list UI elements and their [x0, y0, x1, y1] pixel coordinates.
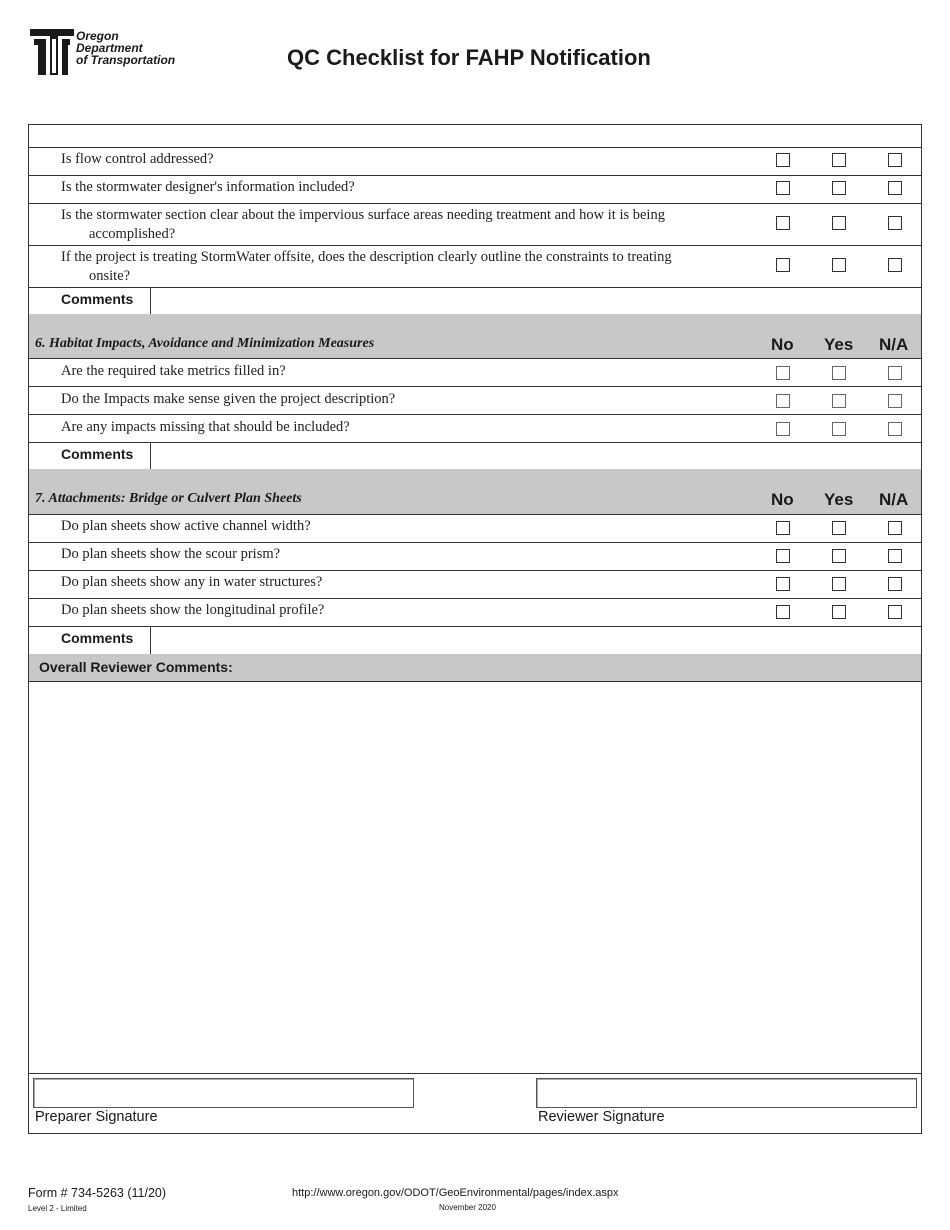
column-header-yes: Yes: [824, 490, 854, 509]
checkbox-no[interactable]: [776, 216, 790, 230]
question-text: Is the stormwater designer's information included?: [61, 179, 355, 195]
checkbox-yes[interactable]: [832, 549, 846, 563]
overall-comments-label: Overall Reviewer Comments:: [39, 659, 233, 675]
section-title: 6. Habitat Impacts, Avoidance and Minimization Measures: [35, 336, 375, 351]
checkbox-yes[interactable]: [832, 521, 846, 535]
checkbox-yes[interactable]: [832, 422, 846, 436]
checkbox-no[interactable]: [776, 521, 790, 535]
checkbox-yes[interactable]: [832, 181, 846, 195]
odot-logo-icon: [28, 27, 76, 77]
question-text: Do the Impacts make sense given the project description?: [61, 391, 396, 407]
footer-date: November 2020: [439, 1203, 496, 1212]
question-text: Is flow control addressed?: [61, 151, 214, 167]
preparer-signature-field[interactable]: [33, 1078, 414, 1108]
reviewer-signature-field[interactable]: [536, 1078, 917, 1108]
footer-url[interactable]: http://www.oregon.gov/ODOT/GeoEnvironmental/pages/index.aspx: [292, 1187, 619, 1199]
comments-divider: [150, 287, 151, 315]
comments-label: Comments: [61, 446, 134, 462]
question-line: Is the stormwater section clear about the impervious surface areas needing treatment and how it is being: [61, 207, 665, 223]
comments-field[interactable]: [152, 627, 920, 654]
checkbox-no[interactable]: [776, 366, 790, 380]
comments-field[interactable]: [152, 288, 920, 314]
question-text: [61, 248, 751, 286]
section-title: 7. Attachments: Bridge or Culvert Plan Sheets: [35, 491, 302, 506]
odot-logo: [28, 27, 218, 79]
section-header: [28, 314, 922, 359]
checkbox-no[interactable]: [776, 258, 790, 272]
checkbox-na[interactable]: [888, 521, 902, 535]
form-number: Form # 734-5263 (11/20): [28, 1186, 167, 1200]
checkbox-na[interactable]: [888, 366, 902, 380]
checkbox-na[interactable]: [888, 153, 902, 167]
checkbox-no[interactable]: [776, 605, 790, 619]
page-title: QC Checklist for FAHP Notification: [287, 45, 651, 70]
checkbox-na[interactable]: [888, 394, 902, 408]
org-line-3: of Transportation: [76, 53, 176, 67]
access-level: Level 2 - Limited: [28, 1204, 87, 1213]
column-header-yes: Yes: [824, 335, 854, 354]
checkbox-yes[interactable]: [832, 216, 846, 230]
question-text: Do plan sheets show any in water structures?: [61, 574, 323, 590]
checkbox-yes[interactable]: [832, 394, 846, 408]
checkbox-yes[interactable]: [832, 605, 846, 619]
checkbox-no[interactable]: [776, 549, 790, 563]
checkbox-no[interactable]: [776, 153, 790, 167]
checkbox-na[interactable]: [888, 549, 902, 563]
comments-field[interactable]: [152, 443, 920, 469]
overall-comments-area[interactable]: [28, 681, 922, 1074]
question-continuation: onsite?: [89, 268, 131, 284]
comments-divider: [150, 626, 151, 655]
top-blank-row: [28, 124, 922, 148]
preparer-signature-label: Preparer Signature: [35, 1109, 158, 1125]
checkbox-yes[interactable]: [832, 577, 846, 591]
checkbox-yes[interactable]: [832, 366, 846, 380]
comments-label: Comments: [61, 291, 134, 307]
checkbox-no[interactable]: [776, 181, 790, 195]
checkbox-yes[interactable]: [832, 153, 846, 167]
question-text: Do plan sheets show active channel width?: [61, 518, 311, 534]
reviewer-signature-label: Reviewer Signature: [538, 1109, 665, 1125]
checkbox-no[interactable]: [776, 422, 790, 436]
question-line: If the project is treating StormWater offsite, does the description clearly outline the constraints to treating: [61, 249, 672, 265]
checkbox-na[interactable]: [888, 216, 902, 230]
column-header-no: No: [771, 335, 794, 354]
question-text: Do plan sheets show the scour prism?: [61, 546, 281, 562]
checkbox-na[interactable]: [888, 181, 902, 195]
question-continuation: accomplished?: [89, 226, 176, 242]
checkbox-no[interactable]: [776, 394, 790, 408]
question-text: Are the required take metrics filled in?: [61, 363, 286, 379]
checkbox-na[interactable]: [888, 605, 902, 619]
org-line-2: Department: [76, 41, 143, 55]
column-header-na: N/A: [879, 335, 909, 354]
overall-comments-header: [28, 654, 922, 682]
org-line-1: Oregon: [76, 29, 119, 43]
checkbox-na[interactable]: [888, 422, 902, 436]
column-header-no: No: [771, 490, 794, 509]
section-header: [28, 469, 922, 515]
checkbox-yes[interactable]: [832, 258, 846, 272]
comments-label: Comments: [61, 630, 134, 646]
comments-divider: [150, 442, 151, 470]
column-header-na: N/A: [879, 490, 909, 509]
question-text: Are any impacts missing that should be included?: [61, 419, 350, 435]
checkbox-na[interactable]: [888, 577, 902, 591]
question-text: [61, 206, 751, 244]
question-text: Do plan sheets show the longitudinal profile?: [61, 602, 325, 618]
checkbox-na[interactable]: [888, 258, 902, 272]
checkbox-no[interactable]: [776, 577, 790, 591]
